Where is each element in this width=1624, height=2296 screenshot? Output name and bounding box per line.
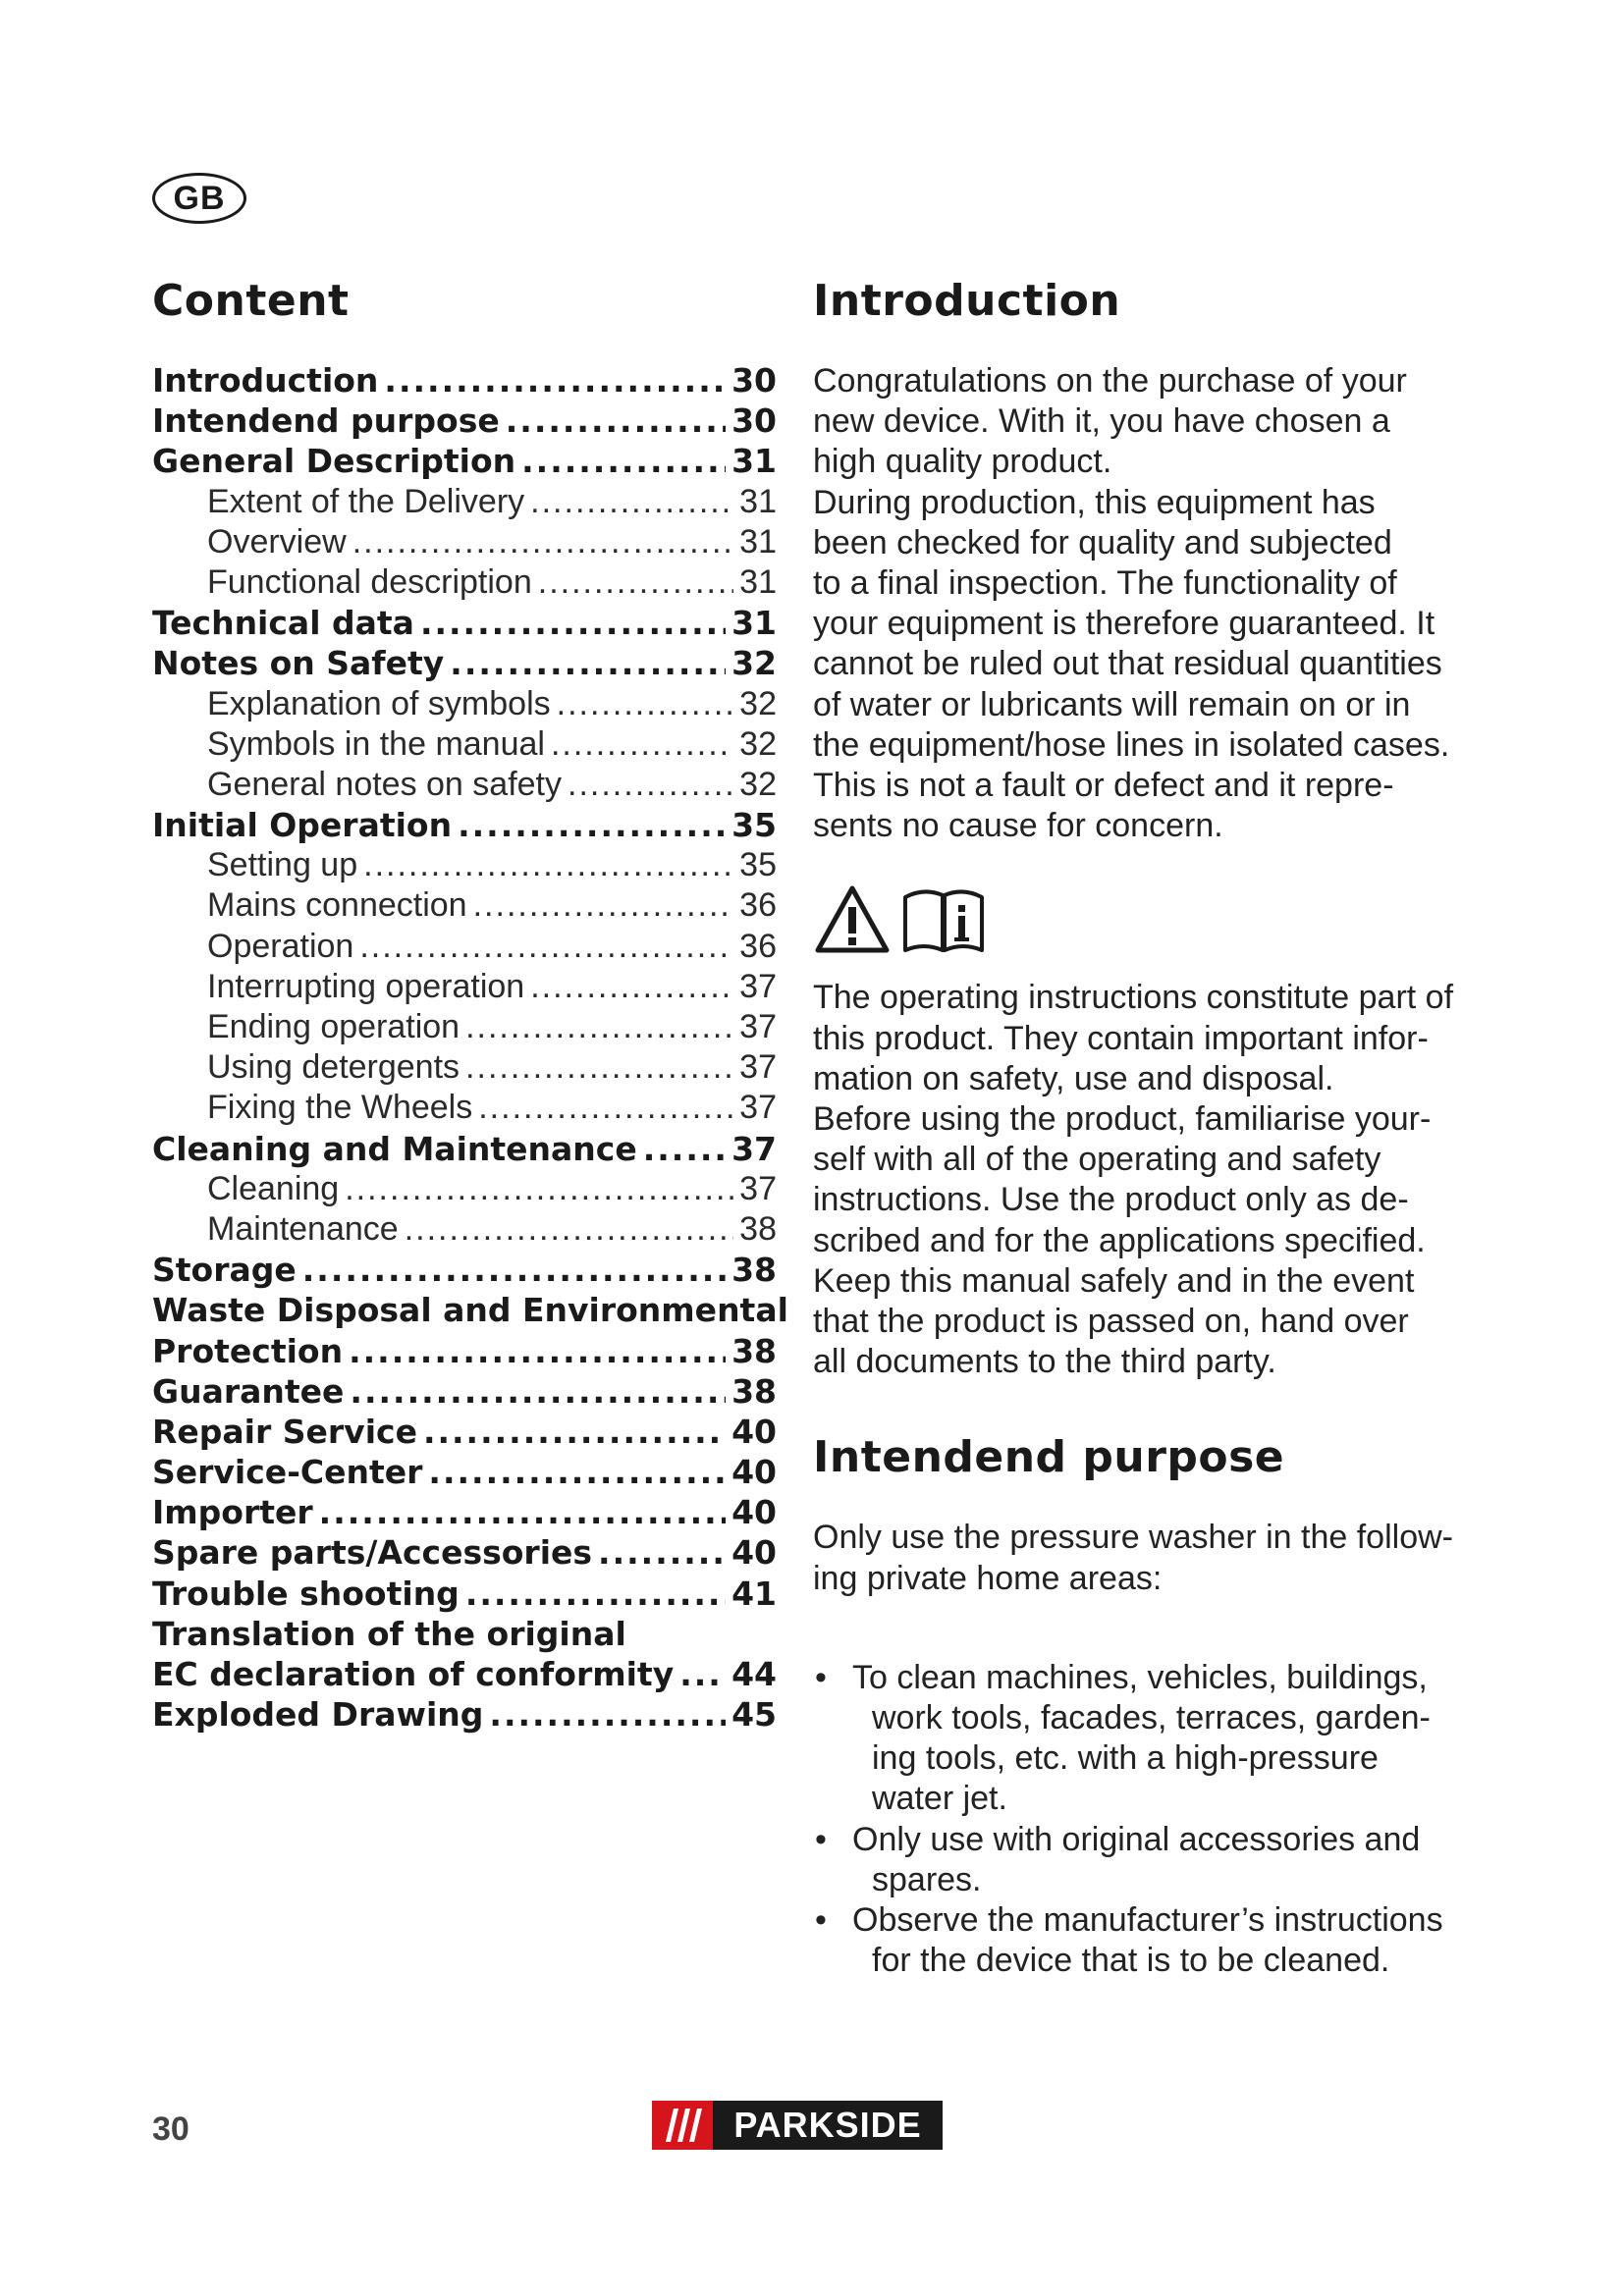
toc-entry-label: Protection — [152, 1331, 344, 1370]
text-line: that the product is passed on, hand over — [813, 1303, 1409, 1341]
text-line: all documents to the third party. — [813, 1343, 1276, 1381]
toc-entry-page: 37 — [739, 1089, 777, 1127]
toc-entry-label: Technical data — [152, 604, 414, 643]
toc-entry-label: Extent of the Delivery — [207, 482, 525, 520]
toc-entry-page: 38 — [731, 1251, 777, 1290]
toc-leader-dots — [643, 1130, 726, 1168]
toc-entry-page: 40 — [731, 1533, 777, 1573]
toc-entry-label: Functional description — [207, 562, 532, 601]
toc-leader-dots — [352, 523, 733, 561]
toc-leader-dots — [551, 725, 733, 764]
intended-purpose-heading: Intendend purpose — [813, 1432, 1285, 1483]
text-line: Keep this manual safely and in the event — [813, 1261, 1415, 1300]
toc-entry-page: 41 — [731, 1574, 777, 1613]
text-line: Before using the product, familiarise your- — [813, 1100, 1432, 1139]
toc-subentry[interactable] — [152, 968, 777, 1008]
warning-icon — [813, 883, 892, 956]
toc-entry[interactable] — [152, 1575, 777, 1615]
text-line: for the device that is to be cleaned. — [872, 1942, 1390, 1980]
text-line: Only use with original accessories and — [852, 1820, 1421, 1858]
toc-entry-page: 35 — [731, 806, 777, 845]
toc-leader-dots — [473, 886, 734, 925]
toc-entry-label: Introduction — [152, 361, 379, 400]
toc-leader-dots — [538, 563, 733, 602]
toc-entry-label: Explanation of symbols — [207, 684, 551, 722]
toc-entry[interactable] — [152, 604, 777, 644]
text-line: Only use the pressure washer in the follow- — [813, 1519, 1453, 1557]
toc-leader-dots — [350, 1372, 726, 1411]
toc-entry-page: 31 — [731, 604, 777, 643]
text-line: high quality product. — [813, 443, 1112, 481]
toc-leader-dots — [465, 1008, 733, 1046]
text-line: new device. With it, you have chosen a — [813, 402, 1390, 441]
toc-leader-dots — [359, 928, 733, 966]
toc-entry[interactable] — [152, 401, 777, 442]
toc-entry-label: Interrupting operation — [207, 967, 525, 1005]
toc-entry-label: Operation — [207, 927, 354, 965]
toc-entry-label: General Description — [152, 442, 516, 481]
toc-subentry[interactable] — [152, 928, 777, 968]
safety-icons — [813, 883, 1441, 956]
toc-entry-page: 36 — [739, 927, 777, 965]
toc-entry-page: 31 — [739, 482, 777, 520]
toc-leader-dots — [557, 685, 734, 723]
toc-entry-label: Notes on Safety — [152, 644, 445, 683]
toc-entry[interactable] — [152, 1655, 777, 1695]
page-number: 30 — [152, 2110, 189, 2148]
text-line: this product. They contain important infor- — [813, 1019, 1429, 1057]
toc-entry-page: 32 — [739, 684, 777, 722]
toc-entry-page: 30 — [731, 401, 777, 441]
toc-leader-dots — [450, 644, 726, 682]
introduction-text — [813, 361, 1450, 846]
toc-entry-page: 40 — [731, 1412, 777, 1451]
text-line: spares. — [872, 1860, 982, 1898]
toc-leader-dots — [345, 1170, 733, 1208]
toc-subentry[interactable] — [152, 1210, 777, 1251]
toc-entry[interactable] — [152, 1291, 788, 1331]
toc-entry-page: 37 — [731, 1129, 777, 1168]
intended-purpose-text — [813, 1518, 1453, 1598]
toc-entry-page: 44 — [731, 1655, 777, 1693]
toc-entry-label: Guarantee — [152, 1371, 345, 1411]
toc-entry-label: Spare parts/Accessories — [152, 1533, 593, 1573]
toc-entry-page: 45 — [731, 1695, 777, 1735]
toc-entry-page: 38 — [731, 1371, 777, 1411]
toc-entry-page: 31 — [739, 562, 777, 601]
toc-entry-page: 32 — [739, 765, 777, 803]
toc-subentry[interactable] — [152, 1089, 777, 1129]
content-heading: Content — [152, 276, 350, 326]
toc-entry-page: 38 — [731, 1331, 777, 1370]
toc-leader-dots — [420, 604, 726, 642]
toc-entry-label: Mains connection — [207, 886, 467, 925]
text-line: your equipment is therefore guaranteed. It — [813, 605, 1435, 643]
toc-subentry[interactable] — [152, 523, 777, 563]
toc-entry-page: 40 — [731, 1453, 777, 1492]
text-line: instructions. Use the product only as de- — [813, 1181, 1409, 1219]
text-line: scribed and for the applications specified. — [813, 1221, 1426, 1259]
text-line: During production, this equipment has — [813, 483, 1376, 521]
introduction-heading: Introduction — [813, 276, 1121, 326]
read-manual-icon — [899, 883, 988, 956]
toc-subentry[interactable] — [152, 563, 777, 604]
text-line: The operating instructions constitute part of — [813, 979, 1454, 1017]
toc-subentry[interactable] — [152, 1170, 777, 1210]
toc-entry-label: Fixing the Wheels — [207, 1089, 473, 1127]
bullet-icon: • — [815, 1820, 827, 1858]
toc-entry[interactable] — [152, 1615, 777, 1655]
toc-leader-dots — [598, 1533, 726, 1572]
toc-entry[interactable] — [152, 442, 777, 482]
content-column — [152, 265, 788, 1735]
text-line: the equipment/hose lines in isolated cases. — [813, 725, 1450, 764]
text-line: water jet. — [872, 1780, 1007, 1818]
toc-entry-label: EC declaration of conformity — [152, 1655, 675, 1693]
toc-leader-dots — [423, 1413, 726, 1451]
toc-entry-page: 36 — [739, 886, 777, 925]
toc-entry-page: 35 — [739, 846, 777, 884]
text-line: ing private home areas: — [813, 1559, 1163, 1597]
toc-entry[interactable] — [152, 1130, 777, 1170]
toc-entry[interactable] — [152, 1695, 777, 1735]
toc-entry[interactable] — [152, 806, 777, 846]
toc-leader-dots — [530, 483, 733, 521]
toc-leader-dots — [506, 401, 726, 440]
instructions-text — [813, 978, 1454, 1382]
toc-entry-label: Intendend purpose — [152, 401, 500, 441]
toc-entry-label: Trouble shooting — [152, 1574, 460, 1613]
toc-subentry[interactable] — [152, 725, 777, 766]
toc-subentry[interactable] — [152, 1008, 777, 1048]
toc-entry-label: Initial Operation — [152, 806, 453, 845]
toc-entry-label: Exploded Drawing — [152, 1695, 484, 1735]
toc-entry-label: Translation of the original — [152, 1614, 626, 1653]
toc-leader-dots — [384, 361, 726, 400]
toc-entry-page: 37 — [739, 967, 777, 1005]
toc-entry-page: 37 — [739, 1008, 777, 1045]
toc-leader-dots — [465, 1575, 726, 1613]
toc-entry[interactable] — [152, 1493, 777, 1533]
toc-entry-label: Repair Service — [152, 1412, 417, 1451]
toc-entry-page: 31 — [731, 442, 777, 481]
toc-entry[interactable] — [152, 1453, 777, 1493]
logo-slashes-icon — [652, 2101, 713, 2150]
toc-entry[interactable] — [152, 1332, 777, 1372]
introduction-column — [813, 265, 1454, 1982]
toc-leader-dots — [521, 442, 726, 480]
toc-entry-label: Symbols in the manual — [207, 724, 545, 763]
text-line: been checked for quality and subjected — [813, 523, 1392, 561]
logo-text: PARKSIDE — [713, 2101, 943, 2150]
table-of-contents — [152, 361, 788, 1735]
toc-entry-label: Cleaning and Maintenance — [152, 1129, 637, 1168]
toc-entry-page: 37 — [739, 1169, 777, 1207]
text-line: self with all of the operating and safety — [813, 1141, 1381, 1179]
toc-subentry[interactable] — [152, 685, 777, 725]
text-line: mation on safety, use and disposal. — [813, 1059, 1334, 1097]
toc-subentry[interactable] — [152, 766, 777, 806]
text-line: Observe the manufacturer’s instructions — [852, 1901, 1443, 1940]
list-item — [813, 1900, 1441, 1981]
text-line: of water or lubricants will remain on or in — [813, 685, 1411, 723]
toc-entry-label: Cleaning — [207, 1169, 340, 1207]
toc-entry-page: 40 — [731, 1493, 777, 1532]
toc-entry-page: 32 — [739, 724, 777, 763]
toc-leader-dots — [530, 968, 733, 1006]
toc-entry-label: Ending operation — [207, 1008, 460, 1045]
toc-leader-dots — [302, 1251, 726, 1289]
toc-leader-dots — [363, 846, 733, 884]
text-line: ing tools, etc. with a high-pressure — [872, 1739, 1379, 1778]
toc-leader-dots — [458, 806, 726, 844]
toc-leader-dots — [428, 1453, 726, 1491]
text-line: to a final inspection. The functionality of — [813, 564, 1397, 603]
toc-subentry[interactable] — [152, 483, 777, 523]
text-line: work tools, facades, terraces, garden- — [872, 1699, 1431, 1737]
toc-entry[interactable] — [152, 1413, 777, 1453]
text-line: cannot be ruled out that residual quantities — [813, 645, 1442, 683]
toc-leader-dots — [568, 766, 733, 804]
toc-leader-dots — [349, 1332, 726, 1370]
toc-entry[interactable] — [152, 361, 777, 401]
toc-leader-dots — [679, 1655, 726, 1693]
toc-entry-label: Using detergents — [207, 1048, 460, 1087]
intended-purpose-list — [813, 1658, 1441, 1982]
toc-entry-label: Importer — [152, 1493, 313, 1532]
toc-entry-label: Storage — [152, 1251, 297, 1290]
toc-entry-page: 38 — [739, 1209, 777, 1248]
toc-leader-dots — [319, 1493, 726, 1531]
toc-entry-page: 37 — [739, 1048, 777, 1087]
toc-entry-page: 31 — [739, 522, 777, 561]
toc-entry[interactable] — [152, 644, 777, 684]
text-line: To clean machines, vehicles, buildings, — [852, 1658, 1428, 1696]
list-item — [813, 1658, 1441, 1820]
list-item — [813, 1820, 1441, 1900]
toc-subentry[interactable] — [152, 886, 777, 927]
text-line: Congratulations on the purchase of your — [813, 362, 1407, 400]
bullet-icon: • — [815, 1658, 827, 1696]
toc-entry-label: General notes on safety — [207, 765, 563, 803]
toc-entry-label: Waste Disposal and Environmental — [152, 1291, 788, 1330]
toc-entry-page: 32 — [731, 644, 777, 683]
toc-entry-label: Maintenance — [207, 1209, 399, 1248]
toc-entry[interactable] — [152, 1251, 777, 1291]
toc-entry[interactable] — [152, 1372, 777, 1413]
toc-entry-label: Service-Center — [152, 1453, 423, 1492]
toc-leader-dots — [465, 1048, 733, 1087]
toc-entry-label: Setting up — [207, 846, 358, 884]
toc-subentry[interactable] — [152, 1048, 777, 1089]
bullet-icon: • — [815, 1901, 827, 1940]
text-line: This is not a fault or defect and it repre- — [813, 767, 1394, 805]
parkside-logo — [652, 2101, 943, 2150]
toc-leader-dots — [405, 1210, 733, 1249]
toc-leader-dots — [478, 1089, 733, 1127]
toc-entry-label: Overview — [207, 522, 347, 561]
toc-entry[interactable] — [152, 1533, 777, 1574]
toc-leader-dots — [489, 1695, 726, 1734]
toc-subentry[interactable] — [152, 846, 777, 886]
text-line: sents no cause for concern. — [813, 807, 1223, 845]
language-badge: GB — [152, 173, 246, 224]
toc-entry-page: 30 — [731, 361, 777, 400]
